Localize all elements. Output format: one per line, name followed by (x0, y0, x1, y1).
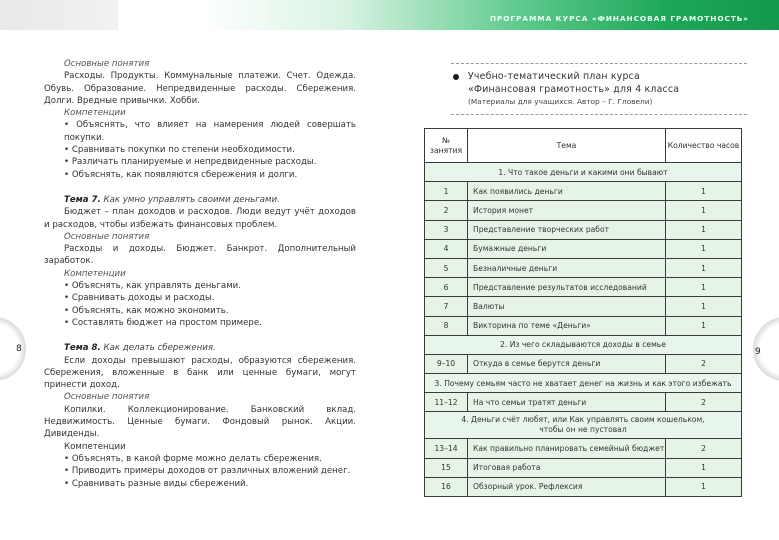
competency-item: • Сравнивать разные виды сбережений. (44, 478, 356, 490)
row-num: 4 (425, 239, 468, 258)
topic-7-heading (44, 194, 356, 206)
row-num: 1 (425, 182, 468, 201)
topic-title: Как умно управлять своими деньгами. (103, 194, 280, 205)
competency-item: • Сравнивать покупки по степени необходимости. (44, 144, 356, 156)
row-topic: Представление творческих работ (468, 220, 666, 239)
plan-title-line1: Учебно-тематический план курса (468, 71, 640, 82)
page-corner-shade (0, 0, 118, 30)
table-row (425, 458, 742, 477)
row-topic: Бумажные деньги (468, 239, 666, 258)
row-hours: 1 (666, 458, 742, 477)
competency-item: • Сравнивать доходы и расходы. (44, 292, 356, 304)
table-row (425, 278, 742, 297)
row-num: 9–10 (425, 354, 468, 373)
section-row (425, 412, 742, 439)
row-num: 13–14 (425, 439, 468, 458)
table-row (425, 354, 742, 373)
table-row (425, 393, 742, 412)
row-topic: Как правильно планировать семейный бюджет (468, 439, 666, 458)
section-row (425, 374, 742, 393)
table-row (425, 316, 742, 335)
topic-label: Тема 8. (64, 343, 101, 354)
page-number-left: 8 (16, 344, 22, 354)
plan-title-line2: «Финансовая грамотность» для 4 класса (468, 84, 680, 95)
row-hours: 1 (666, 182, 742, 201)
competency-item: • Составлять бюджет на простом примере. (44, 317, 356, 329)
competency-item: • Объяснять, как управлять деньгами. (44, 280, 356, 292)
header-band (200, 0, 779, 30)
section-title: 3. Почему семьям часто не хватает денег на жизнь и как этого избежать (425, 374, 742, 393)
row-topic: Обзорный урок. Рефлексия (468, 477, 666, 496)
row-num: 3 (425, 220, 468, 239)
row-topic: На что семьи тратят деньги (468, 393, 666, 412)
concepts-label: Основные понятия (64, 59, 150, 69)
table-row (425, 201, 742, 220)
row-hours: 1 (666, 239, 742, 258)
plan-heading (453, 70, 743, 107)
row-num: 7 (425, 297, 468, 316)
competency-item: • Объяснять, что влияет на намерения людей совершать покупки. (44, 119, 356, 144)
table-row (425, 182, 742, 201)
bullet-icon (453, 74, 459, 80)
row-topic: Откуда в семье берутся деньги (468, 354, 666, 373)
competencies-label: Компетенции (64, 268, 126, 279)
header-hours: Количество часов (666, 129, 742, 163)
row-topic: Как появились деньги (468, 182, 666, 201)
concepts-label: Основные понятия (64, 231, 150, 242)
topic-text: Если доходы превышают расходы, образуются сбережения. Сбережения, вложенные в банк или ценные бумаги, могут принести доход. (44, 355, 356, 391)
competency-item: • Объяснять, как появляются сбережения и долги. (44, 169, 356, 181)
section-title-line2: чтобы он не пустовал (539, 425, 627, 435)
competency-item: • Объяснять, как можно экономить. (44, 305, 356, 317)
row-topic: Представление результатов исследований (468, 278, 666, 297)
row-hours: 1 (666, 201, 742, 220)
row-hours: 1 (666, 278, 742, 297)
competency-item: • Объяснять, в какой форме можно делать сбережения. (44, 453, 356, 465)
topic-label: Тема 7. (64, 194, 101, 205)
row-num: 11–12 (425, 393, 468, 412)
concepts-label: Основные понятия (64, 392, 150, 403)
dashed-divider (451, 63, 747, 64)
row-hours: 2 (666, 354, 742, 373)
section-row (425, 163, 742, 182)
row-num: 8 (425, 316, 468, 335)
header-title: ПРОГРАММА КУРСА «ФИНАНСОВАЯ ГРАМОТНОСТЬ» (489, 14, 749, 23)
competencies-label: Компетенции (64, 441, 126, 452)
topic-title: Как делать сбережения. (103, 343, 216, 354)
section-title: 1. Что такое деньги и какими они бывают (425, 163, 742, 182)
section-title (425, 412, 742, 439)
table-row (425, 477, 742, 496)
section-title-line1: 4. Деньги счёт любят, или Как управлять своим кошельком, (461, 415, 705, 425)
row-hours: 2 (666, 439, 742, 458)
row-hours: 2 (666, 393, 742, 412)
row-topic: Валюты (468, 297, 666, 316)
row-num: 2 (425, 201, 468, 220)
row-topic: История монет (468, 201, 666, 220)
row-hours: 1 (666, 297, 742, 316)
table-row (425, 258, 742, 277)
competencies-label: Компетенции (64, 108, 126, 119)
section-title: 2. Из чего складываются доходы в семье (425, 335, 742, 354)
table-row (425, 297, 742, 316)
competency-item: • Приводить примеры доходов от различных вложений денег. (44, 465, 356, 477)
row-topic: Безналичные деньги (468, 258, 666, 277)
dashed-divider (451, 114, 747, 115)
topic-8-heading (44, 342, 356, 354)
table-row (425, 239, 742, 258)
concepts-text: Расходы. Продукты. Коммунальные платежи. Счет. Одежда. Обувь. Образование. Непредвиденные расходы. Сбережения. Долги. Вредные привычки. Хобби. (44, 71, 356, 106)
plan-subtitle: (Материалы для учащихся. Автор – Г. Гловели) (468, 97, 653, 106)
row-num: 5 (425, 258, 468, 277)
section-row (425, 335, 742, 354)
concepts-text: Расходы и доходы. Бюджет. Банкрот. Дополнительный заработок. (44, 244, 356, 267)
topic-text: Бюджет – план доходов и расходов. Люди ведут учёт доходов и расходов, чтобы избежать финансовых проблем. (44, 207, 356, 230)
row-topic: Итоговая работа (468, 458, 666, 477)
table-row (425, 439, 742, 458)
row-num: 6 (425, 278, 468, 297)
concepts-text: Копилки. Коллекционирование. Банковский вклад. Недвижимость. Ценные бумаги. Фондовый рынок. Акции. Дивиденды. (44, 404, 356, 440)
curriculum-table (424, 128, 742, 497)
row-hours: 1 (666, 258, 742, 277)
competency-item: • Различать планируемые и непредвиденные расходы. (44, 156, 356, 168)
row-num: 16 (425, 477, 468, 496)
row-hours: 1 (666, 316, 742, 335)
table-row (425, 220, 742, 239)
header-topic: Тема (468, 129, 666, 163)
row-topic: Викторина по теме «Деньги» (468, 316, 666, 335)
row-num: 15 (425, 458, 468, 477)
page-number-right: 9 (755, 347, 761, 357)
header-num: № занятия (425, 129, 468, 163)
table-header-row (425, 129, 742, 163)
row-hours: 1 (666, 477, 742, 496)
row-hours: 1 (666, 220, 742, 239)
left-page-content (44, 58, 356, 490)
page-tab-left (0, 317, 26, 381)
